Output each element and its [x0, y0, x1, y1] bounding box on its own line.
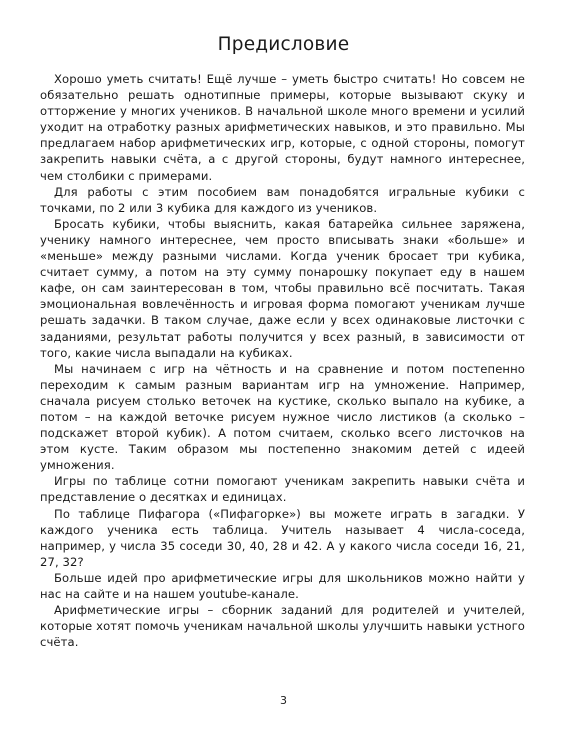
paragraph: Больше идей про арифметические игры для школьников можно найти у нас на сайте и на нашем youtube-канале. [40, 570, 525, 601]
page-number: 3 [280, 694, 287, 707]
paragraph: Мы начинаем с игр на чётность и на сравнение и потом постепенно переходим к самым разным вариантам игр на умножение. Например, сначала рисуем столько веточек на кустике, сколько выпало на кубике, а потом – на каждой веточке рисуем нужное число листиков (а сколько – подскажет второй кубик). А потом считаем, сколько всего листочков на этом кусте. Таким образом мы постепенно знакомим детей с идеей умножения. [40, 361, 525, 473]
paragraph: Игры по таблице сотни помогают ученикам закрепить навыки счёта и представление о десятках и единицах. [40, 474, 525, 505]
paragraph: Хорошо уметь считать! Ещё лучше – уметь быстро считать! Но совсем не обязательно решать однотипные примеры, которые вызывают скуку и отторжение у многих учеников. В начальной школе много времени и усилий уходит на отработку разных арифметических навыков, и это правильно. Мы предлагаем набор арифметических игр, которые, с одной стороны, помогут закрепить навыки счёта, а с другой стороны, будут намного интереснее, чем столбики с примерами. [40, 72, 525, 183]
paragraph: Бросать кубики, чтобы выяснить, какая батарейка сильнее заряжена, ученику намного интереснее, чем просто вписывать знаки «больше» и «меньше» между разными числами. Когда ученик бросает три кубика, считает сумму, а потом на эту сумму понарошку покупает еду в нашем кафе, он сам заинтересован в том, чтобы правильно всё посчитать. Такая эмоциональная вовлечённость и игровая форма помогают ученикам лучше решать задачки. В таком случае, даже если у всех одинаковые листочки с заданиями, результат работы получится у всех разный, в зависимости от того, какие числа выпадали на кубиках. [40, 216, 525, 360]
paragraph: Арифметические игры – сборник заданий для родителей и учителей, которые хотят помочь ученикам начальной школы улучшить навыки устного счёта. [40, 603, 525, 650]
paragraph: По таблице Пифагора («Пифагорке») вы можете играть в загадки. У каждого ученика есть таблица. Учитель называет 4 числа-соседа, например, у числа 35 соседи 30, 40, 28 и 42. А у какого числа соседи 16, 21, 27, 32? [40, 506, 525, 569]
paragraph: Для работы с этим пособием вам понадобятся игральные кубики с точками, по 2 или 3 кубика для каждого из учеников. [40, 184, 525, 215]
page-body [40, 71, 525, 650]
page-title: Предисловие [217, 34, 350, 55]
